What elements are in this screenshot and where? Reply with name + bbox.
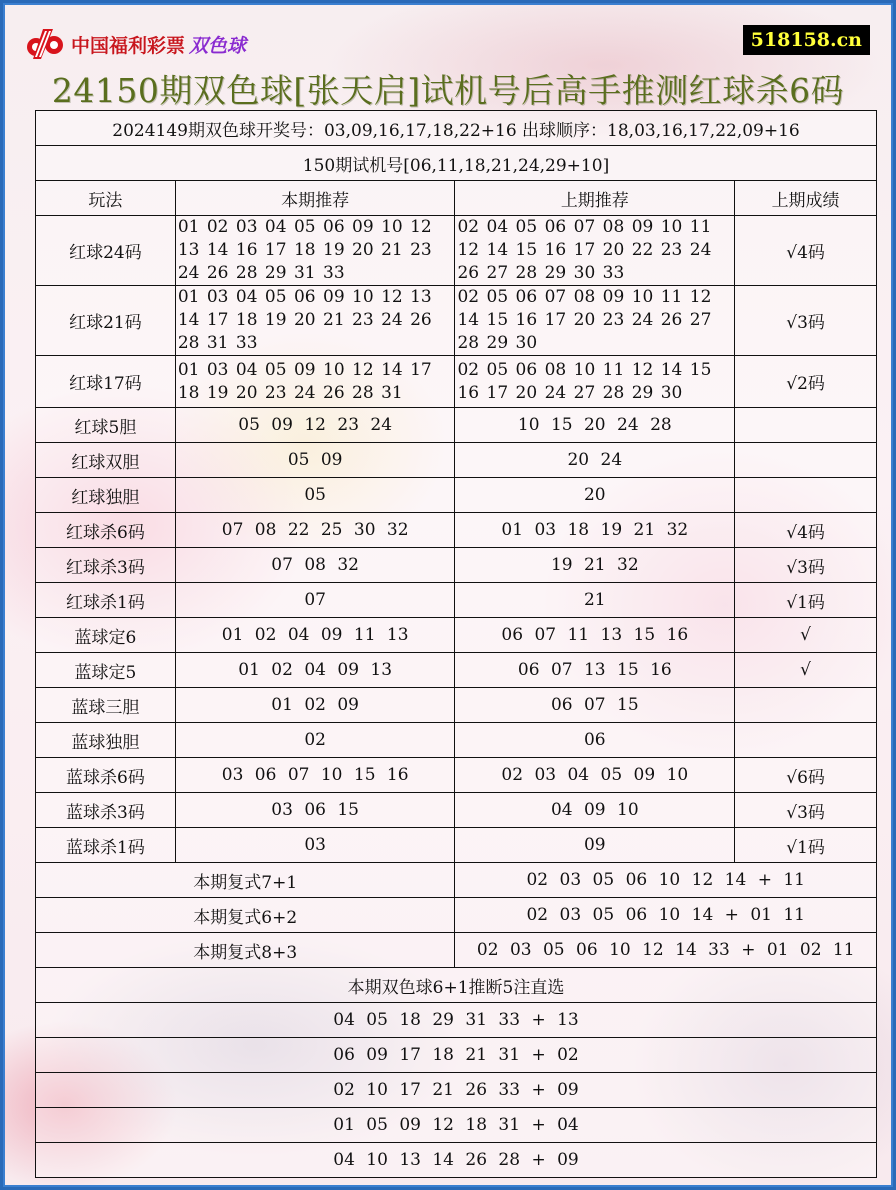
- current-numbers: 03 06 15: [175, 793, 455, 828]
- test-numbers: 150期试机号[06,11,18,21,24,29+10]: [36, 146, 877, 181]
- current-numbers: 02: [175, 723, 455, 758]
- current-numbers: [175, 356, 455, 408]
- compound-numbers: 02 03 05 06 10 14 + 01 11: [455, 898, 877, 933]
- compound-numbers: 02 03 05 06 10 12 14 33 + 01 02 11: [455, 933, 877, 968]
- play-name: 红球杀1码: [36, 583, 176, 618]
- number-line: 01 03 04 05 06 09 10 12 13: [177, 287, 432, 307]
- previous-result: √: [735, 653, 877, 688]
- play-name: 蓝球定6: [36, 618, 176, 653]
- table-row: [36, 583, 877, 618]
- previous-numbers: 02 03 04 05 09 10: [455, 758, 735, 793]
- number-line: 13 14 16 17 18 19 20 21 23: [177, 240, 432, 260]
- current-numbers: 01 02 04 09 13: [175, 653, 455, 688]
- logo-subtitle: 双色球: [189, 34, 247, 57]
- direct-pick: 06 09 17 18 21 31 + 02: [36, 1038, 877, 1073]
- previous-numbers: [455, 216, 735, 286]
- play-name: 红球杀3码: [36, 548, 176, 583]
- number-line: 14 15 16 17 20 23 24 26 27: [457, 310, 712, 330]
- table-row: [36, 618, 877, 653]
- table-row: [36, 513, 877, 548]
- play-name: 红球5胆: [36, 408, 176, 443]
- previous-numbers: 19 21 32: [455, 548, 735, 583]
- welfare-lottery-logo-icon: [23, 27, 67, 61]
- previous-numbers: 06: [455, 723, 735, 758]
- previous-numbers: [455, 286, 735, 356]
- previous-numbers: 06 07 13 15 16: [455, 653, 735, 688]
- previous-numbers: 20 24: [455, 443, 735, 478]
- number-line: 28 31 33: [177, 333, 258, 353]
- column-header-previous: 上期推荐: [455, 181, 735, 216]
- play-name: 蓝球定5: [36, 653, 176, 688]
- direct-pick-row: [36, 1038, 877, 1073]
- number-line: 18 19 20 23 24 26 28 31: [177, 382, 403, 403]
- previous-result: [735, 688, 877, 723]
- current-numbers: 05: [175, 478, 455, 513]
- lottery-logo: [23, 27, 246, 61]
- direct-picks-title-row: [36, 968, 877, 1003]
- page-title: 24150期双色球[张天启]试机号后高手推测红球杀6码: [51, 71, 845, 110]
- table-row: [36, 548, 877, 583]
- number-line: 24 26 28 29 31 33: [177, 263, 345, 283]
- play-name: 红球21码: [36, 286, 176, 356]
- prediction-table: [35, 110, 877, 1178]
- direct-pick: 04 05 18 29 31 33 + 13: [36, 1003, 877, 1038]
- play-name: 蓝球三胆: [36, 688, 176, 723]
- previous-result: [735, 478, 877, 513]
- number-line: 01 03 04 05 09 10 12 14 17: [177, 359, 432, 380]
- direct-pick-row: [36, 1143, 877, 1178]
- number-line: 02 04 05 06 07 08 09 10 11: [457, 217, 712, 237]
- previous-numbers: 20: [455, 478, 735, 513]
- previous-numbers: [455, 356, 735, 408]
- compound-row: [36, 863, 877, 898]
- table-row: [36, 758, 877, 793]
- previous-result: √3码: [735, 793, 877, 828]
- table-row: [36, 793, 877, 828]
- current-numbers: [175, 216, 455, 286]
- direct-pick: 04 10 13 14 26 28 + 09: [36, 1143, 877, 1178]
- table-row: [36, 356, 877, 408]
- table-row: [36, 688, 877, 723]
- number-line: 16 17 20 24 27 28 29 30: [457, 382, 683, 403]
- play-name: 红球独胆: [36, 478, 176, 513]
- previous-numbers: 10 15 20 24 28: [455, 408, 735, 443]
- direct-picks-title: 本期双色球6+1推断5注直选: [36, 968, 877, 1003]
- number-line: 14 17 18 19 20 21 23 24 26: [177, 310, 432, 330]
- number-line: 01 02 03 04 05 06 09 10 12: [177, 217, 432, 237]
- number-line: 28 29 30: [457, 333, 538, 353]
- logo-text: 中国福利彩票: [71, 34, 186, 57]
- previous-result: √2码: [735, 356, 877, 408]
- column-header-current: 本期推荐: [175, 181, 455, 216]
- current-numbers: 01 02 04 09 11 13: [175, 618, 455, 653]
- direct-pick-row: [36, 1108, 877, 1143]
- play-name: 蓝球杀1码: [36, 828, 176, 863]
- previous-numbers: 06 07 15: [455, 688, 735, 723]
- direct-pick: 02 10 17 21 26 33 + 09: [36, 1073, 877, 1108]
- current-numbers: 07: [175, 583, 455, 618]
- play-name: 蓝球杀3码: [36, 793, 176, 828]
- column-header-play: 玩法: [36, 181, 176, 216]
- previous-result: √4码: [735, 216, 877, 286]
- current-numbers: 05 09: [175, 443, 455, 478]
- previous-numbers: 04 09 10: [455, 793, 735, 828]
- table-row: [36, 478, 877, 513]
- play-name: 红球杀6码: [36, 513, 176, 548]
- compound-row: [36, 898, 877, 933]
- previous-result: √1码: [735, 583, 877, 618]
- table-row: [36, 653, 877, 688]
- page-frame: [3, 3, 893, 1187]
- compound-row: [36, 933, 877, 968]
- draw-result-row: [36, 111, 877, 146]
- previous-result: [735, 443, 877, 478]
- compound-numbers: 02 03 05 06 10 12 14 + 11: [455, 863, 877, 898]
- previous-numbers: 21: [455, 583, 735, 618]
- previous-numbers: 01 03 18 19 21 32: [455, 513, 735, 548]
- current-numbers: 03: [175, 828, 455, 863]
- compound-label: 本期复式8+3: [36, 933, 455, 968]
- table-row: [36, 408, 877, 443]
- current-numbers: 03 06 07 10 15 16: [175, 758, 455, 793]
- previous-numbers: 09: [455, 828, 735, 863]
- current-numbers: 01 02 09: [175, 688, 455, 723]
- compound-label: 本期复式7+1: [36, 863, 455, 898]
- play-name: 蓝球独胆: [36, 723, 176, 758]
- previous-result: [735, 408, 877, 443]
- site-badge[interactable]: 518158.cn: [743, 25, 870, 55]
- column-header-result: 上期成绩: [735, 181, 877, 216]
- previous-result: √3码: [735, 548, 877, 583]
- previous-result: [735, 723, 877, 758]
- play-name: 红球24码: [36, 216, 176, 286]
- number-line: 02 05 06 08 10 11 12 14 15: [457, 359, 712, 380]
- play-name: 红球双胆: [36, 443, 176, 478]
- current-numbers: 07 08 32: [175, 548, 455, 583]
- current-numbers: 05 09 12 23 24: [175, 408, 455, 443]
- previous-result: √6码: [735, 758, 877, 793]
- compound-label: 本期复式6+2: [36, 898, 455, 933]
- table-row: [36, 443, 877, 478]
- previous-result: √1码: [735, 828, 877, 863]
- play-name: 红球17码: [36, 356, 176, 408]
- table-row: [36, 216, 877, 286]
- previous-numbers: 06 07 11 13 15 16: [455, 618, 735, 653]
- table-row: [36, 723, 877, 758]
- draw-result: 2024149期双色球开奖号：03,09,16,17,18,22+16 出球顺序：18,03,16,17,22,09+16: [36, 111, 877, 146]
- play-name: 蓝球杀6码: [36, 758, 176, 793]
- table-header-row: [36, 181, 877, 216]
- number-line: 02 05 06 07 08 09 10 11 12: [457, 287, 712, 307]
- direct-pick-row: [36, 1003, 877, 1038]
- direct-pick-row: [36, 1073, 877, 1108]
- previous-result: √3码: [735, 286, 877, 356]
- current-numbers: 07 08 22 25 30 32: [175, 513, 455, 548]
- test-numbers-row: [36, 146, 877, 181]
- current-numbers: [175, 286, 455, 356]
- direct-pick: 01 05 09 12 18 31 + 04: [36, 1108, 877, 1143]
- number-line: 12 14 15 16 17 20 22 23 24: [457, 240, 712, 260]
- table-row: [36, 286, 877, 356]
- previous-result: √: [735, 618, 877, 653]
- number-line: 26 27 28 29 30 33: [457, 263, 625, 283]
- table-row: [36, 828, 877, 863]
- previous-result: √4码: [735, 513, 877, 548]
